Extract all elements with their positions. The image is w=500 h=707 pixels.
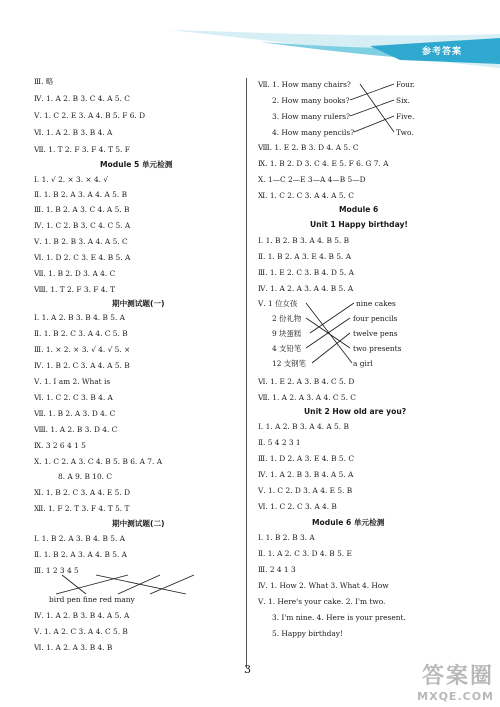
header-label: 参考答案: [421, 47, 462, 57]
answer-line: Ⅴ. 1. A 2. C 3. A 4. C 5. B: [34, 627, 128, 636]
page-number: 3: [244, 663, 251, 676]
answer-line: Ⅷ. 1. E 2. B 3. D 4. A 5. C: [258, 143, 359, 152]
answer-line: Ⅳ. 1. B 2. C 3. A 4. A 5. B: [34, 361, 130, 370]
watermark-logo-text: 答案圈: [421, 664, 494, 689]
watermark-url: MXQE.COM: [417, 690, 494, 703]
section-heading: Module 6 单元检测: [312, 518, 385, 527]
answer-line: Ⅱ. 1. A 2. C 3. D 4. B 5. E: [258, 549, 352, 558]
answer-line: Ⅱ. 5 4 2 3 1: [258, 438, 301, 447]
match-answer: twelve pens: [353, 329, 398, 338]
section-heading: Unit 2 How old are you?: [304, 407, 407, 416]
connector-line: [354, 116, 394, 132]
answer-line: Ⅶ. 1. B 2. A 3. D 4. C: [34, 409, 116, 418]
answer-line: Ⅰ. 1. B 2. A 3. B 4. B 5. A: [34, 534, 125, 543]
section-heading: Unit 1 Happy birthday!: [310, 220, 408, 229]
answer-line: Ⅰ. 1. A 2. B 3. A 4. A 5. B: [258, 422, 349, 431]
section-heading: Module 6: [339, 205, 379, 214]
answer-line: Ⅰ. 1. A 2. B 3. B 4. B 5. A: [34, 313, 125, 322]
answer-line: Ⅲ. 略: [34, 77, 54, 86]
answer-line: Ⅴ. 1. C 2. E 3. A 4. B 5. F 6. D: [34, 111, 146, 120]
answer-line: Ⅲ. 2 4 1 3: [258, 565, 296, 574]
answer-line: Ⅸ. 1. B 2. D 3. C 4. E 5. F 6. G 7. A: [258, 159, 389, 168]
section-heading: Module 5 单元检测: [100, 160, 173, 169]
answer-line: Ⅰ. 1. √ 2. × 3. × 4. √: [34, 175, 109, 184]
connector-line: [350, 84, 394, 100]
answer-line: Ⅵ. 1. C 2. C 3. B 4. A: [34, 393, 113, 402]
answer-line: Ⅵ. 1. D 2. C 3. E 4. B 5. A: [34, 253, 131, 262]
answer-line: Ⅳ. 1. A 2. B 3. B 4. A 5. A: [258, 470, 354, 479]
answer-line: Ⅲ. 1. × 2. × 3. √ 4. √ 5. ×: [34, 345, 131, 354]
answer-line: Ⅵ. 1. A 2. B 3. B 4. A: [34, 128, 113, 137]
answer-line: Ⅷ. 1. T 2. F 3. F 4. T: [34, 285, 116, 294]
answer-line: Ⅵ. 1. A 2. A 3. B 4. B: [34, 643, 113, 652]
answer-line: 12 支钢笔: [272, 359, 306, 368]
answer-line: Ⅳ. 1. C 2. B 3. C 4. C 5. A: [34, 221, 131, 230]
answer-line: Ⅳ. 1. A 2. A 3. A 4. B 5. A: [258, 284, 354, 293]
answer-line: 8. A 9. B 10. C: [58, 472, 113, 481]
match-answer: four pencils: [353, 314, 398, 323]
match-answer: Five.: [396, 112, 415, 121]
answer-line: Ⅴ. 1. Here's your cake. 2. I'm two.: [258, 597, 386, 606]
answer-line: Ⅱ. 1. B 2. C 3. A 4. C 5. B: [34, 329, 128, 338]
match-answer: a girl: [353, 359, 373, 368]
connector-line: [360, 84, 394, 132]
connector-line: [306, 318, 350, 348]
connector-line: [150, 575, 194, 594]
connector-line: [306, 318, 350, 348]
answer-line: 5. Happy birthday!: [272, 629, 343, 638]
answer-line: Ⅵ. 1. C 2. C 3. A 4. B: [258, 502, 337, 511]
answer-line: Ⅰ. 1. B 2. B 3. A 4. B 5. B: [258, 236, 350, 245]
answer-line: Ⅱ. 1. B 2. A 3. A 4. B 5. A: [34, 550, 127, 559]
answer-line: Ⅹ. 1. C 2. A 3. C 4. B 5. B 6. A 7. A: [34, 457, 163, 466]
match-answer: nine cakes: [356, 299, 396, 308]
answer-line: 3. How many rulers?: [272, 112, 350, 121]
answer-line: Ⅴ. 1. I am 2. What is: [34, 377, 111, 386]
answer-line: Ⅶ. 1. T 2. F 3. F 4. T 5. F: [34, 145, 130, 154]
answer-line: Ⅰ. 1. B 2. B 3. A: [258, 533, 315, 542]
answer-line: Ⅵ. 1. E 2. A 3. B 4. C 5. D: [258, 377, 355, 386]
answer-line: 2 份礼物: [272, 314, 302, 323]
answer-line: Ⅸ. 3 2 6 4 1 5: [34, 441, 86, 450]
match-answer: Two.: [396, 128, 414, 137]
answer-line: Ⅲ. 1. B 2. A 3. C 4. A 5. B: [34, 205, 130, 214]
match-answer: Six.: [396, 96, 410, 105]
column-divider: [246, 78, 247, 668]
answer-line: Ⅲ. 1 2 3 4 5: [34, 566, 79, 575]
answer-line: Ⅻ. 1. F 2. T 3. F 4. T 5. T: [34, 504, 130, 513]
answer-line: Ⅺ. 1. C 2. C 3. A 4. A 5. C: [258, 191, 354, 200]
answer-line: 2. How many books?: [272, 96, 350, 105]
answer-line: Ⅳ. 1. How 2. What 3. What 4. How: [258, 581, 389, 590]
watermark: [417, 659, 494, 703]
answer-line: Ⅱ. 1. B 2. A 3. A 4. A 5. B: [34, 190, 127, 199]
connector-line: [306, 303, 352, 363]
answer-line: Ⅴ. 1 位女孩: [258, 299, 298, 308]
match-answer: Four.: [396, 80, 416, 89]
connector-line: [96, 575, 186, 594]
answer-line: Ⅶ. 1. B 2. D 3. A 4. C: [34, 269, 116, 278]
answer-line: Ⅺ. 1. B 2. C 3. A 4. E 5. D: [34, 488, 131, 497]
answer-line: 3. I'm nine. 4. Here is your present.: [272, 613, 406, 622]
answer-line: 4. How many pencils?: [272, 128, 355, 137]
section-heading: 期中测试题(一): [112, 299, 165, 308]
answer-line: Ⅴ. 1. C 2. D 3. A 4. E 5. B: [258, 486, 353, 495]
section-heading: 期中测试题(二): [112, 519, 165, 528]
answer-line: Ⅹ. 1—C 2—E 3—A 4—B 5—D: [258, 175, 366, 184]
answer-line: Ⅱ. 1. B 2. A 3. E 4. B 5. A: [258, 252, 352, 261]
answer-line: Ⅳ. 1. A 2. B 3. C 4. A 5. C: [34, 94, 130, 103]
answer-line: Ⅶ. 1. How many chairs?: [258, 80, 351, 89]
answer-line: Ⅷ. 1. A 2. B 3. D 4. C: [34, 425, 118, 434]
matching-words: bird pen fine red many: [49, 595, 135, 604]
match-answer: two presents: [353, 344, 402, 353]
answer-line: Ⅴ. 1. B 2. B 3. A 4. A 5. C: [34, 237, 128, 246]
connector-line: [62, 575, 86, 594]
connector-line: [350, 100, 394, 116]
answer-line: Ⅲ. 1. D 2. A 3. E 4. B 5. C: [258, 454, 354, 463]
answer-line: 9 块蛋糕: [272, 329, 302, 338]
answer-line: Ⅶ. 1. A 2. A 3. A 4. C 5. C: [258, 393, 356, 402]
connector-line: [56, 575, 128, 594]
answer-line: Ⅳ. 1. A 2. B 3. B 4. A 5. A: [34, 611, 130, 620]
connector-line: [312, 333, 350, 363]
answer-line: 4 支铅笔: [272, 344, 302, 353]
connector-line: [310, 303, 354, 333]
connector-line: [118, 575, 160, 594]
answer-line: Ⅲ. 1. E 2. C 3. B 4. D 5. A: [258, 268, 354, 277]
